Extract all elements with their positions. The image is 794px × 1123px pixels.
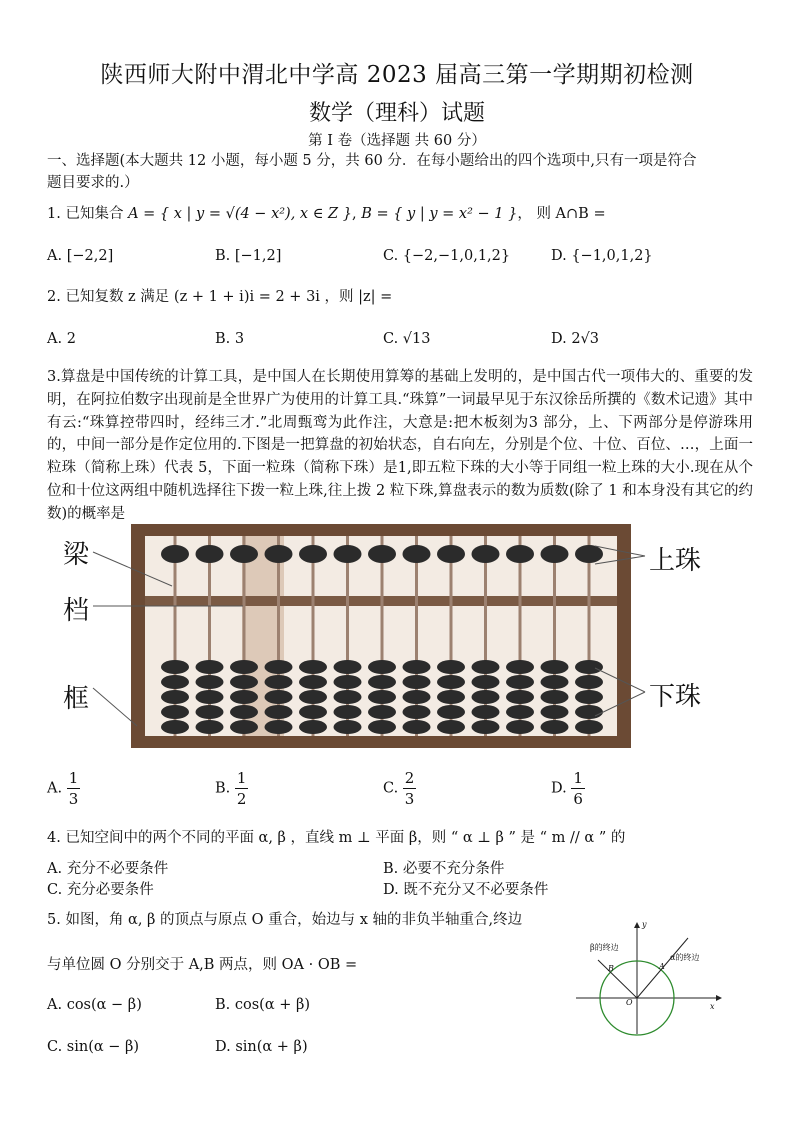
lower-bead <box>299 675 327 689</box>
option-label: B. <box>383 861 399 877</box>
lower-bead <box>299 705 327 719</box>
option-text: 既不充分又不必要条件 <box>403 882 549 898</box>
lower-bead <box>368 660 396 674</box>
option-label: B. <box>215 780 231 797</box>
section-instructions-line1: 一、选择题(本大题共 12 小题，每小题 5 分，共 60 分．在每小题给出的四个选项中,只有一项是符合 <box>47 153 697 169</box>
question-2 <box>47 286 392 308</box>
option-label: D. <box>551 780 567 797</box>
q1-option-d[interactable] <box>551 245 653 267</box>
frame-label: 框 <box>63 684 90 714</box>
option-label: A. <box>47 997 63 1013</box>
lower-bead <box>541 660 569 674</box>
q1-number: 1. <box>47 206 61 222</box>
q1-ask: 则 A∩B = <box>536 206 606 222</box>
option-label: C. <box>383 248 399 264</box>
lower-bead <box>506 705 534 719</box>
x-axis-label: x <box>710 1002 715 1011</box>
upper-bead <box>403 545 431 563</box>
option-text: sin(α + β) <box>235 1039 308 1055</box>
q1-set-a: A = { x | y = √(4 − x²), x ∈ Z } <box>128 206 352 222</box>
option-label: D. <box>551 248 567 264</box>
question-3-stem: 3.算盘是中国传统的计算工具，是中国人在长期使用算筹的基础上发明的，是中国古代一项伟大的、重要的发明，在阿拉伯数字出现前是全世界广为使用的计算工具.“珠算”一词最早见于东汉徐岳所撰的《数术记遗》其中有云:“珠算控带四时，经纬三才.”北周甄鸾为此作注，大意是:把木板刻为3 部分，上、下两部分是停游珠用的，中间一部分是作定位用的.下图是一把算盘的初始状态，自右向左，分别是个位、十位、百位、…，上面一粒珠（简称上珠）代表 5，下面一粒珠（简称下珠）是1,即五粒下珠的大小等于同组一粒上珠的大小.现在从个位和十位这两组中随机选择往下拨一粒上珠,往上拨 2 粒下珠,算盘表示的数为质数(除了 1 和本身没有其它的约数)的概率是 <box>47 369 753 522</box>
lower-bead <box>472 705 500 719</box>
abacus-diagram <box>47 520 747 760</box>
q4-option-d[interactable] <box>383 879 548 901</box>
question-1: 1. 已知集合 A = { x | y = √(4 − x²), x ∈ Z }, B = { y | y = x² − 1 }， 则 A∩B = <box>47 206 606 222</box>
lower-bead <box>575 720 603 734</box>
upper-beads-label: 上珠 <box>649 546 702 576</box>
option-text: √13 <box>402 331 431 347</box>
option-label: D. <box>383 882 399 898</box>
lower-bead <box>265 690 293 704</box>
q1-option-b[interactable] <box>215 245 281 267</box>
q4-option-a[interactable] <box>47 858 168 880</box>
upper-bead <box>506 545 534 563</box>
lower-bead <box>230 675 258 689</box>
lower-bead <box>196 675 224 689</box>
option-text: 3 <box>234 331 245 347</box>
origin-label: O <box>626 998 633 1007</box>
lower-bead <box>334 660 362 674</box>
y-axis-arrow <box>634 922 640 928</box>
q2-option-a[interactable] <box>47 328 76 350</box>
lower-bead <box>541 690 569 704</box>
lower-bead <box>506 690 534 704</box>
fraction <box>571 768 585 809</box>
option-label: C. <box>383 780 399 797</box>
option-label: C. <box>47 1039 63 1055</box>
lower-bead <box>368 720 396 734</box>
abacus-figure <box>47 520 747 760</box>
option-label: C. <box>383 331 399 347</box>
option-text: {−1,0,1,2} <box>571 248 653 264</box>
upper-bead <box>161 545 189 563</box>
option-text: {−2,−1,0,1,2} <box>402 248 511 264</box>
lower-bead <box>196 660 224 674</box>
lower-bead <box>161 675 189 689</box>
option-text: 2 <box>66 331 76 347</box>
question-5-line2: 与单位圆 O 分别交于 A,B 两点，则 OA · OB = <box>47 957 358 973</box>
lower-bead <box>472 675 500 689</box>
lower-bead <box>368 675 396 689</box>
option-label: A. <box>47 331 63 347</box>
frame-pointer-line <box>93 688 137 726</box>
question-5-line1: 5. 如图，角 α, β 的顶点与原点 O 重合，始边与 x 轴的非负半轴重合,终边 <box>47 912 523 928</box>
beta-side-label: β的终边 <box>590 943 619 952</box>
denominator: 2 <box>236 790 247 808</box>
denominator: 3 <box>404 790 415 808</box>
q3-option-d[interactable] <box>551 768 585 809</box>
fraction <box>403 768 417 809</box>
option-label: A. <box>47 780 63 797</box>
upper-bead <box>230 545 258 563</box>
lower-bead <box>541 720 569 734</box>
upper-bead <box>541 545 569 563</box>
lower-bead <box>265 660 293 674</box>
option-text: sin(α − β) <box>66 1039 140 1055</box>
lower-bead <box>403 705 431 719</box>
q2-number: 2. <box>47 289 61 305</box>
lower-bead <box>161 660 189 674</box>
lower-bead <box>437 690 465 704</box>
lower-bead <box>437 660 465 674</box>
x-axis-arrow <box>716 995 722 1001</box>
lower-bead <box>161 690 189 704</box>
upper-bead <box>265 545 293 563</box>
numerator: 1 <box>236 769 247 787</box>
lower-bead <box>506 675 534 689</box>
lower-bead <box>230 720 258 734</box>
fraction <box>235 768 249 809</box>
volume-title: 第 I 卷（选择题 共 60 分） <box>308 133 486 149</box>
option-label: A. <box>47 861 63 877</box>
upper-bead <box>299 545 327 563</box>
upper-bead <box>437 545 465 563</box>
lower-bead <box>403 660 431 674</box>
upper-bead <box>368 545 396 563</box>
unit-circle-diagram <box>570 920 730 1040</box>
lower-bead <box>334 705 362 719</box>
lower-bead <box>334 675 362 689</box>
y-axis-label: y <box>642 920 647 929</box>
q3-option-c[interactable] <box>383 768 416 809</box>
q1-option-a[interactable] <box>47 245 113 267</box>
lower-bead <box>230 660 258 674</box>
lower-bead <box>437 705 465 719</box>
lower-bead <box>437 675 465 689</box>
lower-beads-label: 下珠 <box>649 682 702 712</box>
lower-bead <box>334 720 362 734</box>
option-label: B. <box>215 997 231 1013</box>
lower-bead <box>368 690 396 704</box>
lower-bead <box>506 720 534 734</box>
exam-title: 陕西师大附中渭北中学高 2023 届高三第一学期期初检测 <box>100 62 694 88</box>
beta-terminal-side <box>598 960 637 998</box>
lower-bead <box>437 720 465 734</box>
lower-bead <box>265 720 293 734</box>
option-label: B. <box>215 331 231 347</box>
lower-bead <box>265 705 293 719</box>
option-text: 必要不充分条件 <box>402 861 505 877</box>
lower-bead <box>196 705 224 719</box>
lower-bead <box>575 690 603 704</box>
lower-bead <box>161 705 189 719</box>
numerator: 2 <box>404 769 415 787</box>
option-text: [−1,2] <box>234 248 282 264</box>
lower-bead <box>334 690 362 704</box>
unit-circle-figure <box>570 920 730 1040</box>
lower-bead <box>472 660 500 674</box>
subject-title: 数学（理科）试题 <box>308 101 485 126</box>
denominator: 6 <box>573 790 583 808</box>
q5-option-a[interactable] <box>47 994 142 1016</box>
denominator: 3 <box>68 790 79 808</box>
lower-bead <box>161 720 189 734</box>
option-text: 2√3 <box>571 331 600 347</box>
lower-bead <box>575 660 603 674</box>
numerator: 1 <box>573 769 583 787</box>
option-text: 充分不必要条件 <box>66 861 169 877</box>
q3-option-b[interactable] <box>215 768 248 809</box>
option-label: D. <box>551 331 567 347</box>
lower-bead <box>403 720 431 734</box>
lower-bead <box>403 690 431 704</box>
fraction <box>67 768 81 809</box>
option-label: B. <box>215 248 231 264</box>
lower-bead <box>506 660 534 674</box>
rod-label: 档 <box>63 596 90 626</box>
option-label: D. <box>215 1039 231 1055</box>
point-b-label: B <box>608 964 614 973</box>
lower-bead <box>299 690 327 704</box>
option-text: cos(α + β) <box>234 997 311 1013</box>
q4-option-b[interactable] <box>383 858 504 880</box>
lower-bead <box>472 690 500 704</box>
upper-bead <box>196 545 224 563</box>
q2-option-c[interactable] <box>383 328 431 350</box>
section-instructions-line2: 题目要求的.） <box>47 175 139 191</box>
lower-bead <box>368 705 396 719</box>
lower-bead <box>196 720 224 734</box>
lower-bead <box>403 675 431 689</box>
lower-bead <box>299 660 327 674</box>
q2-option-d[interactable] <box>551 328 599 350</box>
numerator: 1 <box>68 769 79 787</box>
option-text: 充分必要条件 <box>66 882 154 898</box>
lower-bead <box>575 705 603 719</box>
point-a-label: A <box>659 962 665 971</box>
lower-bead <box>265 675 293 689</box>
lower-bead <box>575 675 603 689</box>
option-text: cos(α − β) <box>66 997 142 1013</box>
q5-option-b[interactable] <box>215 994 310 1016</box>
question-4-stem: 4. 已知空间中的两个不同的平面 α, β ，直线 m ⊥ 平面 β，则 “ α ⊥ β ” 是 “ m // α ” 的 <box>47 830 626 846</box>
lower-bead <box>196 690 224 704</box>
option-label: A. <box>47 248 63 264</box>
q2-stem: 已知复数 z 满足 (z + 1 + i)i = 2 + 3i ，则 |z| = <box>65 289 393 305</box>
alpha-side-label: α的终边 <box>670 953 700 962</box>
upper-bead <box>472 545 500 563</box>
beam-label: 梁 <box>63 540 90 570</box>
lower-bead <box>299 720 327 734</box>
q3-option-a[interactable] <box>47 768 80 809</box>
lower-bead <box>541 705 569 719</box>
q5-option-d[interactable] <box>215 1036 308 1058</box>
lower-bead <box>230 705 258 719</box>
q2-option-b[interactable] <box>215 328 244 350</box>
q5-option-c[interactable] <box>47 1036 139 1058</box>
lower-bead <box>230 690 258 704</box>
lower-bead <box>472 720 500 734</box>
q4-option-c[interactable] <box>47 879 154 901</box>
upper-bead <box>334 545 362 563</box>
q1-stem-prefix: 已知集合 <box>65 206 124 222</box>
option-text: [−2,2] <box>66 248 114 264</box>
lower-bead <box>541 675 569 689</box>
q1-set-b: B = { y | y = x² − 1 } <box>361 206 518 222</box>
option-label: C. <box>47 882 63 898</box>
q1-option-c[interactable] <box>383 245 510 267</box>
upper-bead <box>575 545 603 563</box>
